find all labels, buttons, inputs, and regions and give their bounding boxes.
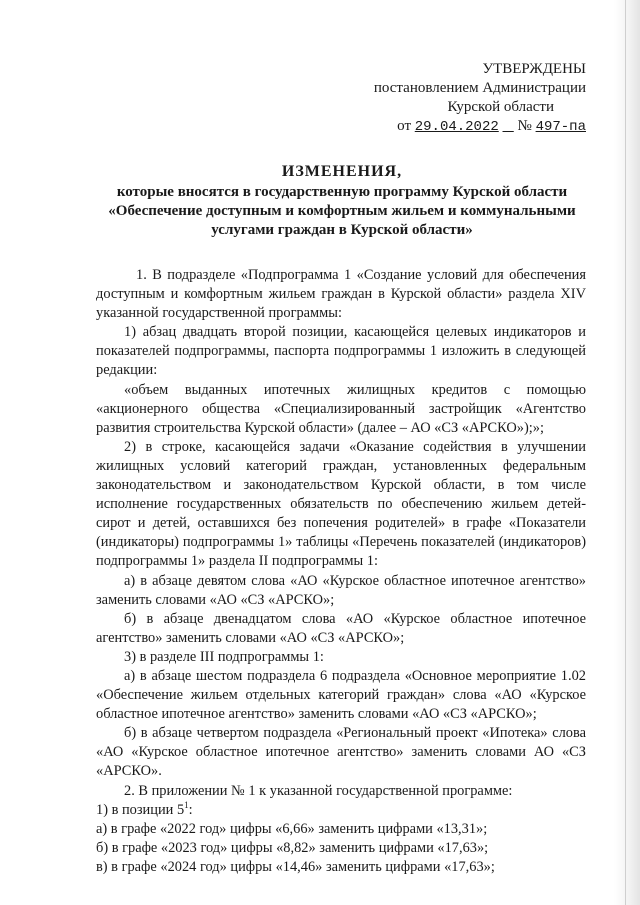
title-line-3: услугами граждан в Курской области» [211,222,473,238]
approved-date-row [366,117,586,137]
approval-stamp [366,60,586,137]
list-item: б) в графе «2023 год» цифры «8,82» заменить цифрами «17,63»; [96,839,489,856]
approval-date: 29.04.2022 [414,119,499,135]
scan-edge-shadow [614,0,640,905]
paragraph: «объем выданных ипотечных жилищных кредитов с помощью «акционерного общества «Специализированный застройщик «Агентство развития строительства Курской области» (далее – АО «СЗ «АРСКО»);»; [96,381,586,436]
title-line-2: «Обеспечение доступным и комфортным жильем и коммунальными [108,203,576,219]
item-position-text: 1) в позиции 5 [96,801,185,818]
paragraph: 2) в строке, касающейся задачи «Оказание содействия в улучшении жилищных условий категорий граждан, установленных федеральным законодательством и законодательством Курской области, в том числе исполнение государственных обязательств по обеспечению жильем детей-сирот и детей, оставшихся без попечения родителей» в графе «Показатели (индикаторы) подпрограммы 1» таблицы «Перечень показателей (индикаторов) подпрограммы 1» раздела II подпрограммы 1: [96,438,586,570]
document-body [96,266,586,877]
approved-line-1: УТВЕРЖДЕНЫ [482,61,586,77]
title-line-1: которые вносятся в государственную программу Курской области [116,184,568,200]
list-item: а) в графе «2022 год» цифры «6,66» заменить цифрами «13,31»; [96,820,488,837]
paragraph: б) в абзаце двенадцатом слова «АО «Курское областное ипотечное агентство» заменить словами «АО «СЗ «АРСКО»; [96,610,586,646]
title-heading: ИЗМЕНЕНИЯ, [281,163,403,180]
paragraph: а) в абзаце шестом подраздела 6 подраздела «Основное мероприятие 1.02 «Обеспечение жильем отдельных категорий граждан» слова «АО «Курское областное ипотечное агентство» заменить словами «АО «СЗ «АРСКО»; [96,667,586,723]
paragraph: б) в абзаце четвертом подраздела «Региональный проект «Ипотека» слова «АО «Курское областное ипотечное агентство» заменить словами АО «СЗ «АРСКО». [96,725,586,780]
paragraph: 2. В приложении № 1 к указанной государственной программе: [124,782,513,799]
date-underline-gap [503,118,514,134]
paragraph: 1) абзац двадцать второй позиции, касающейся целевых индикаторов и показателей подпрограммы, паспорта подпрограммы 1 изложить в следующей редакции: [96,324,586,379]
number-prefix: № [517,118,532,134]
document-title [92,162,592,240]
item-position-sup: 1 [184,799,189,810]
list-item: в) в графе «2024 год» цифры «14,46» заменить цифрами «17,63»; [96,858,495,875]
approval-number: 497-па [535,119,586,135]
approved-line-2: постановлением Администрации [373,80,586,96]
paragraph: а) в абзаце девятом слова «АО «Курское областное ипотечное агентство» заменить словами «АО «СЗ «АРСКО»; [96,572,586,608]
approved-line-3: Курской области [447,99,554,115]
scan-edge-line [625,0,626,905]
paragraph: 1. В подразделе «Подпрограмма 1 «Создание условий для обеспечения доступным и комфортным жильем граждан в Курской области» раздела XIV указанной государственной программы: [96,267,586,322]
paragraph: 3) в разделе III подпрограммы 1: [124,648,324,665]
item-position-tail: : [188,801,193,818]
date-prefix: от [397,118,411,134]
item-position [96,801,586,820]
